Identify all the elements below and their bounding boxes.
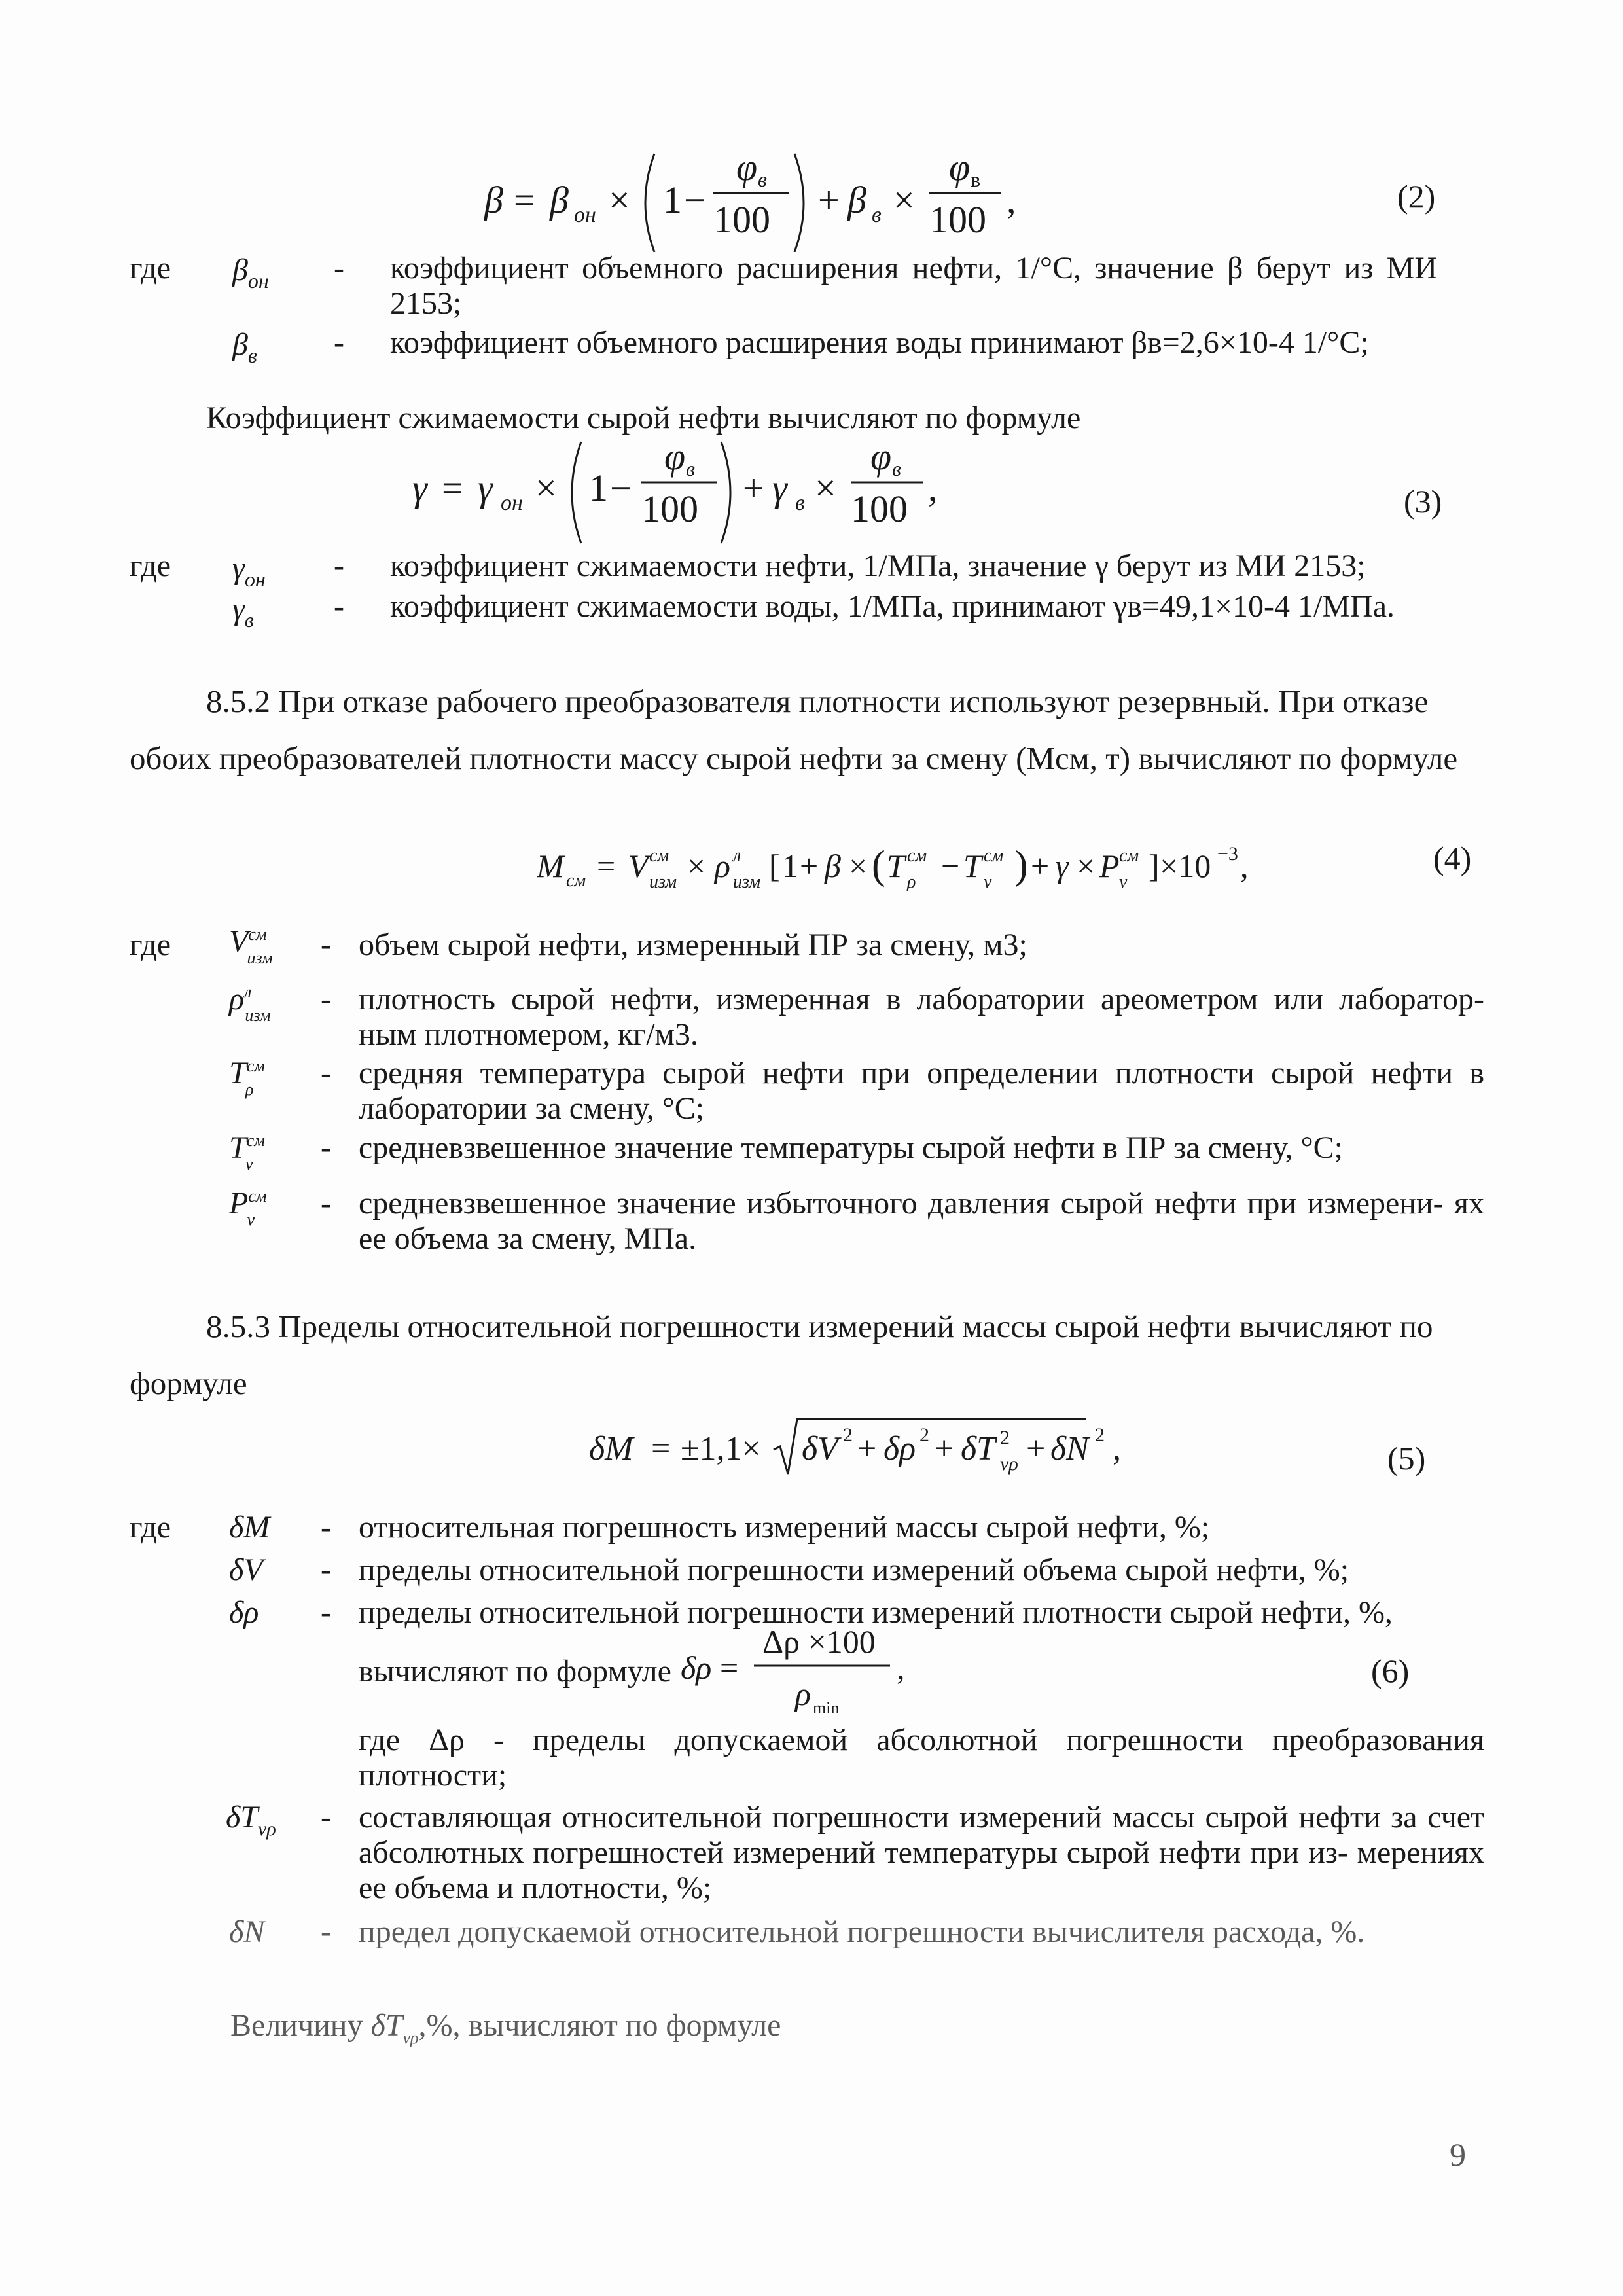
symbol-t-rho: $T^{см}_\rho$ (229, 1056, 265, 1099)
svg-text:P: P (1099, 848, 1120, 884)
svg-text:±1,1×: ±1,1× (681, 1430, 761, 1467)
where-label: где (130, 1510, 171, 1545)
svg-text:см: см (566, 870, 586, 891)
definition-delta-t-vrho: составляющая относительной погрешности измерений массы сырой нефти за счет абсолютных погрешностей измерений температуры сырой нефти при из- мерениях ее объема и плотности, %; (359, 1800, 1484, 1905)
svg-text:×: × (1077, 848, 1096, 884)
svg-text:см: см (984, 846, 1004, 866)
svg-text:в: в (971, 168, 981, 191)
symbol-gamma-on: $\gamma_{он}$ (232, 551, 266, 591)
svg-text:[: [ (769, 848, 780, 884)
svg-text:T: T (887, 848, 905, 884)
dash: - (334, 548, 344, 583)
definition-delta-rho: пределы относительной погрешности измерений плотности сырой нефти, %, (359, 1595, 1393, 1630)
svg-text:+: + (1031, 848, 1050, 884)
svg-text:в: в (686, 457, 695, 480)
svg-text:φ: φ (664, 435, 686, 478)
dash: - (321, 1510, 331, 1545)
definition-t-v: средневзвешенное значение температуры сырой нефти в ПР за смену, °С; (359, 1130, 1343, 1165)
formula-3-label: (3) (1404, 483, 1442, 520)
dash: - (321, 1914, 331, 1949)
definition-delta-m: относительная погрешность измерений массы сырой нефти, %; (359, 1510, 1210, 1545)
definition-p-v: средневзвешенное значение избыточного давления сырой нефти при измерени- ях ее объема за смену, МПа. (359, 1186, 1484, 1256)
svg-text:δV: δV (802, 1430, 838, 1467)
where-label: где (130, 927, 171, 962)
symbol-delta-m: δМ (229, 1510, 270, 1545)
svg-text:в: в (872, 203, 882, 227)
svg-text:φ: φ (949, 146, 971, 188)
section-8-5-3-line2: формуле (130, 1365, 247, 1401)
svg-text:×: × (535, 467, 557, 509)
svg-text:−: − (684, 179, 705, 221)
formula-2 (484, 141, 1073, 252)
svg-text:,: , (1007, 179, 1016, 221)
footer-line (230, 2008, 781, 2048)
definition-beta-v: коэффициент объемного расширения воды принимают βв=2,6×10-4 1/°С; (390, 325, 1369, 360)
symbol-beta-v: $\beta_в$ (232, 327, 257, 367)
svg-text:в: в (892, 457, 901, 480)
formula-3 (412, 435, 969, 547)
svg-text:(: ( (872, 843, 885, 888)
symbol-delta-t-vrho: $\delta T_{v\rho}$ (226, 1800, 276, 1840)
svg-text:2: 2 (919, 1424, 929, 1446)
svg-text:,: , (1240, 848, 1249, 884)
svg-text:×: × (849, 848, 868, 884)
footer-symbol: $\delta T_{v\rho}$ (370, 2008, 419, 2047)
svg-text:+: + (800, 848, 819, 884)
definition-gamma-v: коэффициент сжимаемости воды, 1/МПа, принимают γв=49,1×10-4 1/МПа. (390, 589, 1395, 624)
svg-text:ρ: ρ (907, 872, 916, 892)
formula-4 (537, 831, 1257, 903)
formula-4-label: (4) (1433, 840, 1472, 876)
svg-text:φ: φ (736, 146, 758, 188)
definition-delta-n: предел допускаемой относительной погрешности вычислителя расхода, %. (359, 1914, 1365, 1949)
svg-text:): ) (1014, 843, 1028, 888)
svg-text:δρ: δρ (681, 1649, 712, 1686)
svg-text:δT: δT (961, 1430, 996, 1467)
svg-text:min: min (813, 1698, 840, 1717)
svg-text:+: + (743, 467, 764, 509)
svg-text:2: 2 (843, 1424, 853, 1446)
svg-text:=: = (651, 1430, 671, 1467)
svg-text:л: л (733, 846, 741, 866)
formula-6 (681, 1617, 929, 1721)
where-label: где (130, 251, 171, 285)
section-8-5-2-line1: 8.5.2 При отказе рабочего преобразователя плотности используют резервный. При отказе (206, 683, 1429, 719)
definition-rho-izm: плотность сырой нефти, измеренная в лаборатории ареометром или лаборатор- ным плотномером, кг/м3. (359, 982, 1484, 1052)
svg-text:ρ: ρ (715, 848, 730, 884)
formula-5 (589, 1414, 1178, 1486)
svg-text:ρ: ρ (795, 1676, 811, 1712)
section-8-5-3-line1: 8.5.3 Пределы относительной погрешности измерений массы сырой нефти вычисляют по (206, 1308, 1433, 1344)
svg-text:β: β (825, 848, 841, 884)
svg-text:=: = (597, 848, 616, 884)
dash: - (321, 1552, 331, 1587)
svg-text:100: 100 (929, 198, 986, 241)
svg-text:в: в (758, 168, 767, 191)
svg-text:δρ: δρ (883, 1430, 916, 1467)
symbol-gamma-v: $\gamma_в$ (232, 592, 254, 632)
svg-text:δM: δM (589, 1430, 633, 1467)
dash: - (321, 1186, 331, 1221)
symbol-rho-izm: $\rho^л_{изм}$ (229, 982, 271, 1025)
svg-text:vρ: vρ (1000, 1453, 1018, 1475)
dash: - (321, 1130, 331, 1165)
svg-text:=: = (442, 467, 463, 509)
formula-6-intro: вычисляют по формуле (359, 1654, 671, 1689)
svg-text:M: M (537, 848, 564, 884)
svg-text:см: см (907, 846, 927, 866)
svg-text:1: 1 (589, 467, 608, 509)
definition-v-izm: объем сырой нефти, измеренный ПР за смену, м3; (359, 927, 1027, 962)
svg-text:,: , (928, 467, 938, 509)
svg-text:×10: ×10 (1160, 848, 1211, 884)
svg-text:v: v (984, 872, 992, 892)
svg-text:+: + (857, 1430, 877, 1467)
svg-text:+: + (818, 179, 840, 221)
svg-text:−: − (610, 467, 632, 509)
delta-rho-note: где Δρ - пределы допускаемой абсолютной погрешности преобразования плотности; (359, 1723, 1484, 1793)
svg-text:=: = (514, 179, 535, 221)
section-8-5-2-line2: обоих преобразователей плотности массу сырой нефти за смену (Мсм, т) вычисляют по формуле (130, 740, 1458, 776)
dash: - (321, 1056, 331, 1090)
svg-text:см: см (1119, 846, 1139, 866)
svg-text:100: 100 (851, 488, 908, 530)
symbol-delta-v: δV (229, 1552, 263, 1587)
svg-text:γ: γ (1056, 848, 1069, 884)
svg-text:φ: φ (870, 435, 892, 478)
symbol-beta-on: $\beta_{он}$ (232, 253, 269, 293)
symbol-v-izm: $V^{см}_{изм}$ (229, 924, 273, 967)
where-label: где (130, 548, 171, 583)
svg-text:γ: γ (412, 467, 427, 509)
svg-text:Δρ ×100: Δρ ×100 (762, 1623, 876, 1660)
svg-text:β: β (484, 179, 503, 221)
svg-text:изм: изм (733, 872, 761, 892)
svg-text:+: + (935, 1430, 954, 1467)
svg-text:1: 1 (782, 848, 798, 884)
svg-text:100: 100 (641, 488, 698, 530)
svg-text:×: × (893, 179, 915, 221)
svg-text:×: × (815, 467, 836, 509)
svg-text:δN: δN (1050, 1430, 1089, 1467)
footer-text-after: ,%, вычисляют по формуле (418, 2008, 781, 2043)
svg-text:он: он (501, 491, 523, 515)
formula-5-label: (5) (1387, 1440, 1426, 1477)
definition-beta-on: коэффициент объемного расширения нефти, 1/°С, значение β берут из МИ 2153; (390, 251, 1437, 321)
svg-text:−3: −3 (1217, 843, 1238, 865)
svg-text:V: V (628, 848, 649, 884)
svg-text:=: = (720, 1649, 739, 1686)
svg-text:β: β (550, 179, 569, 221)
svg-text:T: T (963, 848, 982, 884)
svg-text:100: 100 (713, 198, 770, 241)
dash: - (334, 589, 344, 624)
svg-text:×: × (609, 179, 630, 221)
symbol-p-v: $P^{см}_v$ (229, 1186, 267, 1229)
svg-text:−: − (941, 848, 960, 884)
svg-text:см: см (649, 846, 669, 866)
svg-text:]: ] (1149, 848, 1160, 884)
svg-text:он: он (574, 203, 596, 227)
symbol-delta-rho: δρ (229, 1595, 259, 1630)
svg-text:β: β (847, 179, 866, 221)
svg-text:2: 2 (1000, 1427, 1010, 1448)
dash: - (334, 251, 344, 285)
dash: - (321, 1595, 331, 1630)
definition-gamma-on: коэффициент сжимаемости нефти, 1/МПа, значение γ берут из МИ 2153; (390, 548, 1366, 583)
svg-text:,: , (1113, 1430, 1121, 1467)
svg-text:изм: изм (649, 872, 677, 892)
dash: - (321, 982, 331, 1016)
svg-text:v: v (1119, 872, 1128, 892)
symbol-delta-n: δN (229, 1914, 265, 1949)
footer-text-before: Величину (230, 2008, 363, 2043)
svg-text:2: 2 (1095, 1424, 1105, 1446)
dash: - (334, 325, 344, 360)
formula-2-label: (2) (1397, 178, 1436, 215)
svg-text:γ: γ (478, 467, 493, 509)
svg-text:+: + (1026, 1430, 1046, 1467)
svg-text:в: в (795, 491, 805, 515)
definition-delta-v: пределы относительной погрешности измерений объема сырой нефти, %; (359, 1552, 1349, 1587)
definition-t-rho: средняя температура сырой нефти при определении плотности сырой нефти в лаборатории за смену, °С; (359, 1056, 1484, 1126)
svg-text:1: 1 (663, 179, 682, 221)
formula-3-intro: Коэффициент сжимаемости сырой нефти вычисляют по формуле (206, 401, 1081, 435)
page-number: 9 (1450, 2136, 1466, 2173)
svg-text:,: , (897, 1649, 905, 1686)
formula-6-label: (6) (1371, 1653, 1410, 1689)
symbol-t-v: $T^{см}_v$ (229, 1130, 265, 1174)
svg-text:×: × (687, 848, 706, 884)
svg-text:γ: γ (772, 467, 787, 509)
dash: - (321, 927, 331, 962)
dash: - (321, 1800, 331, 1835)
